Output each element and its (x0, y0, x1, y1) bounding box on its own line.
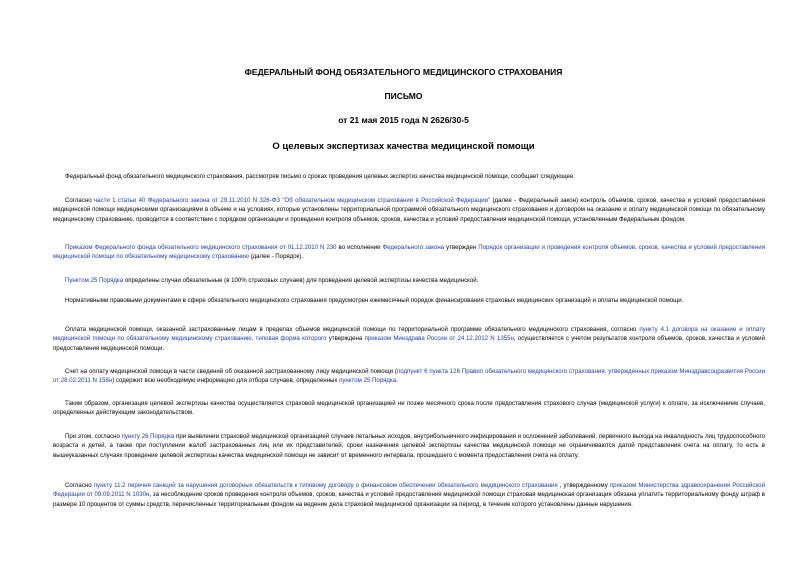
paragraph-text: определены случаи обязательные (в 100% страховых случаев) для проведения целевой экспертизы качества медицинской. (123, 277, 479, 284)
paragraph-text: Счет на оплату медицинской помощи в части сведений об оказанной застрахованному лицу медицинской помощи ( (65, 368, 397, 375)
paragraph-5 (53, 296, 765, 305)
paragraph-4 (53, 276, 765, 285)
document-date: от 21 мая 2015 года N 2626/30-5 (338, 115, 469, 125)
link-order-1355n[interactable]: приказом Минздрава России от 24.12.2012 N 1355н (364, 335, 514, 343)
link-sanctions-list-11-2[interactable]: пункту 11.2 перечня санкций за нарушения договорных обязательств к типовому договору о финансовом обеспечении обязательного медицинского страхования (93, 482, 558, 489)
link-clause-25[interactable]: Пунктом 25 Порядка (65, 277, 124, 284)
paragraph-1 (53, 172, 765, 181)
paragraph-10 (53, 481, 765, 509)
paragraph-2 (53, 196, 765, 224)
paragraph-text: утверждена (326, 335, 365, 343)
paragraph-7 (53, 367, 765, 386)
link-law-326fz-art40[interactable]: части 1 статьи 40 Федерального закона от 29.11.2010 N 326-ФЗ "Об обязательном медицинском страховании в Российской Федерации" (93, 197, 491, 204)
link-clause-26[interactable]: пункту 26 Порядка (121, 433, 175, 440)
paragraph-3 (53, 243, 765, 262)
link-rules-158n[interactable]: подпункт 6 пункта 126 Правил обязательного медицинского страхования, утвержденных приказом Минздравсоцразвития России от 28.02.2011 N 158н (53, 368, 765, 385)
link-contract-clause-4-1[interactable]: пункту 4.1 договора на оказание и оплату медицинской помощи по обязательному медицинскому страхованию, типовая форма которого (53, 326, 765, 343)
paragraph-text: Оплата медицинской помощи, оказанной застрахованным лицам в пределах объемов медицинской помощи по территориальной программе обязательного медицинского страхования, согласно (65, 326, 640, 333)
paragraph-text: . (396, 377, 398, 385)
link-order-1030n[interactable]: приказом Министерства здравоохранения Российской Федерации от 09.09.2011 N 1030н (53, 482, 765, 499)
paragraph-text: , утвержденному (557, 482, 610, 489)
paragraph-text: во исполнение (336, 244, 383, 251)
paragraph-6 (53, 325, 765, 353)
paragraph-text: Федеральный фонд обязательного медицинского страхования, рассмотрев письмо о сроках проведения целевых экспертиз качества медицинской помощи, сообщает следующее. (65, 173, 575, 180)
paragraph-text: Согласно (65, 482, 94, 489)
paragraph-text: (далее - Федеральный закон) контроль объемов, сроков, качества и условий предоставления медицинской помощи медицинскими организациями в объеме и на условиях, которые установлены территориальной программой обязательного медицинского страхования и договором на оказание и оплату медицинской помощи по обязательному медицинскому страхованию, проводится в соответствии с порядком организации и проведения контроля объемов, сроков, качества и условий предоставления медицинской помощи, установленным Федеральным фондом. (53, 197, 765, 223)
link-federal-law[interactable]: Федерального закона (382, 244, 445, 251)
paragraph-text: , за несоблюдение сроков проведения контроля объемов, сроков, качества и условий предоставления медицинской помощи страховая медицинская организация обязана уплатить территориальному фонду штраф в размере 10 процентов от суммы средств, перечисленных территориальным фондом на ведение дела страховой медицинской организации за период, в течение которого установлены данные нарушения. (53, 491, 765, 508)
paragraph-text: Таким образом, организация целевой экспертизы качества осуществляется страховой медицинской организацией не позже месячного срока после предоставления страхового случая (медицинской услуги) к оплате, за исключением случаев, определенных действующим законодательством. (53, 400, 765, 417)
paragraph-text: Согласно (65, 197, 94, 204)
document-type: ПИСЬМО (384, 91, 423, 101)
link-clause-25-procedure[interactable]: пунктом 25 Порядка (339, 377, 397, 385)
paragraph-text: Нормативными правовыми документами в сфере обязательного медицинского страхования предусмотрен ежемесячный порядок финансирования страховых медицинских организаций и оплаты медицинской помощи. (65, 297, 684, 304)
paragraph-9 (53, 432, 765, 460)
paragraph-text: , осуществляется с учетом результатов контроля объемов, сроков, качества и условий предоставления медицинской помощи. (53, 335, 765, 352)
link-order-230[interactable]: Приказом Федерального фонда обязательного медицинского страхования от 01.12.2010 N 230 (65, 244, 337, 251)
issuer-heading: ФЕДЕРАЛЬНЫЙ ФОНД ОБЯЗАТЕЛЬНОГО МЕДИЦИНСКОГО СТРАХОВАНИЯ (244, 67, 563, 77)
document-title: О целевых экспертизах качества медицинской помощи (272, 141, 535, 152)
paragraph-text: утвержден (444, 244, 479, 251)
paragraph-text: ) содержит всю необходимую информацию для отбора случаев, определенных (112, 377, 340, 385)
paragraph-text: при выявлении страховой медицинской организацией случаев летальных исходов, внутрибольничного инфицирования и осложнений заболеваний, первичного выхода на инвалидность лиц трудоспособного возраста и детей, а также при поступлении жалоб застрахованных лиц или их представителей, сроки назначения целевой экспертизы качества медицинской помощи не ограничиваются датой представления счета на оплату, то есть в вышеуказанных случаях проведение целевой экспертизы качества медицинской помощи не зависит от временного интервала, прошедшего с момента предоставления счета на оплату. (53, 433, 765, 459)
link-control-procedure[interactable]: Порядок организации и проведения контроля объемов, сроков, качества и условий предоставления медицинской помощи по обязательному медицинскому страхованию (53, 244, 766, 261)
paragraph-text: (далее - Порядок). (248, 253, 304, 261)
paragraph-8 (53, 399, 765, 418)
paragraph-text: При этом, согласно (65, 433, 122, 440)
